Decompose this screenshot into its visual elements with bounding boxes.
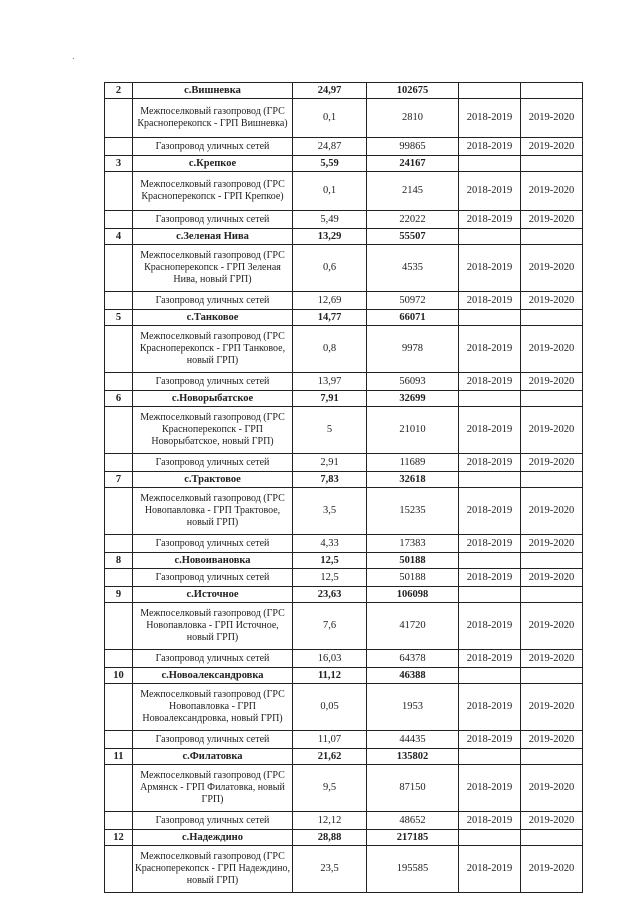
design-period-cell <box>459 156 521 172</box>
name-cell: с.Вишневка <box>133 83 293 99</box>
name-cell: Газопровод уличных сетей <box>133 454 293 472</box>
name-cell: Газопровод уличных сетей <box>133 650 293 668</box>
pipeline-row <box>105 211 583 229</box>
pipeline-row <box>105 535 583 553</box>
design-period-cell <box>459 310 521 326</box>
pipeline-row <box>105 765 583 812</box>
cost-cell: 41720 <box>367 603 459 650</box>
settlement-row <box>105 229 583 245</box>
settlement-row <box>105 83 583 99</box>
row-number-cell: 3 <box>105 156 133 172</box>
pipeline-row <box>105 846 583 893</box>
length-km-cell: 7,6 <box>293 603 367 650</box>
row-number-cell <box>105 488 133 535</box>
cost-cell: 195585 <box>367 846 459 893</box>
construction-period-cell <box>521 668 583 684</box>
cost-cell: 9978 <box>367 326 459 373</box>
cost-cell: 22022 <box>367 211 459 229</box>
cost-cell: 4535 <box>367 245 459 292</box>
cost-cell: 50188 <box>367 569 459 587</box>
pipeline-row <box>105 812 583 830</box>
row-number-cell <box>105 172 133 211</box>
cost-cell: 217185 <box>367 830 459 846</box>
name-cell: с.Филатовка <box>133 749 293 765</box>
design-period-cell: 2018-2019 <box>459 138 521 156</box>
design-period-cell: 2018-2019 <box>459 569 521 587</box>
design-period-cell: 2018-2019 <box>459 488 521 535</box>
cost-cell: 106098 <box>367 587 459 603</box>
length-km-cell: 12,69 <box>293 292 367 310</box>
row-number-cell <box>105 731 133 749</box>
construction-period-cell: 2019-2020 <box>521 138 583 156</box>
construction-period-cell <box>521 587 583 603</box>
cost-cell: 21010 <box>367 407 459 454</box>
design-period-cell: 2018-2019 <box>459 684 521 731</box>
row-number-cell <box>105 99 133 138</box>
cost-cell: 64378 <box>367 650 459 668</box>
design-period-cell: 2018-2019 <box>459 812 521 830</box>
name-cell: с.Зеленая Нива <box>133 229 293 245</box>
row-number-cell <box>105 211 133 229</box>
name-cell: с.Новорыбатское <box>133 391 293 407</box>
length-km-cell: 28,88 <box>293 830 367 846</box>
cost-cell: 102675 <box>367 83 459 99</box>
design-period-cell <box>459 587 521 603</box>
length-km-cell: 0,1 <box>293 99 367 138</box>
design-period-cell: 2018-2019 <box>459 172 521 211</box>
name-cell: с.Новоалександровка <box>133 668 293 684</box>
row-number-cell <box>105 569 133 587</box>
name-cell: Межпоселковый газопровод (ГРС Новопавловка - ГРП Новоалександровка, новый ГРП) <box>133 684 293 731</box>
row-number-cell <box>105 684 133 731</box>
cost-cell: 24167 <box>367 156 459 172</box>
row-number-cell: 8 <box>105 553 133 569</box>
length-km-cell: 24,97 <box>293 83 367 99</box>
design-period-cell <box>459 229 521 245</box>
pipeline-row <box>105 407 583 454</box>
pipeline-row <box>105 99 583 138</box>
name-cell: с.Новоивановка <box>133 553 293 569</box>
construction-period-cell: 2019-2020 <box>521 373 583 391</box>
construction-period-cell: 2019-2020 <box>521 245 583 292</box>
row-number-cell: 9 <box>105 587 133 603</box>
design-period-cell: 2018-2019 <box>459 292 521 310</box>
name-cell: Межпоселковый газопровод (ГРС Красноперекопск - ГРП Вишневка) <box>133 99 293 138</box>
pipeline-row <box>105 569 583 587</box>
cost-cell: 11689 <box>367 454 459 472</box>
construction-period-cell: 2019-2020 <box>521 603 583 650</box>
gas-pipeline-table <box>104 82 583 893</box>
row-number-cell: 7 <box>105 472 133 488</box>
length-km-cell: 4,33 <box>293 535 367 553</box>
length-km-cell: 3,5 <box>293 488 367 535</box>
design-period-cell <box>459 830 521 846</box>
cost-cell: 32618 <box>367 472 459 488</box>
name-cell: Газопровод уличных сетей <box>133 812 293 830</box>
design-period-cell: 2018-2019 <box>459 245 521 292</box>
length-km-cell: 7,91 <box>293 391 367 407</box>
construction-period-cell: 2019-2020 <box>521 172 583 211</box>
construction-period-cell <box>521 156 583 172</box>
row-number-cell <box>105 326 133 373</box>
pipeline-row <box>105 731 583 749</box>
design-period-cell: 2018-2019 <box>459 846 521 893</box>
pipeline-row <box>105 650 583 668</box>
length-km-cell: 14,77 <box>293 310 367 326</box>
construction-period-cell: 2019-2020 <box>521 488 583 535</box>
construction-period-cell <box>521 391 583 407</box>
length-km-cell: 16,03 <box>293 650 367 668</box>
design-period-cell <box>459 83 521 99</box>
construction-period-cell: 2019-2020 <box>521 650 583 668</box>
length-km-cell: 24,87 <box>293 138 367 156</box>
design-period-cell: 2018-2019 <box>459 535 521 553</box>
length-km-cell: 11,12 <box>293 668 367 684</box>
design-period-cell <box>459 749 521 765</box>
row-number-cell: 11 <box>105 749 133 765</box>
design-period-cell: 2018-2019 <box>459 731 521 749</box>
construction-period-cell: 2019-2020 <box>521 846 583 893</box>
settlement-row <box>105 553 583 569</box>
design-period-cell <box>459 668 521 684</box>
row-number-cell <box>105 407 133 454</box>
name-cell: Газопровод уличных сетей <box>133 211 293 229</box>
settlement-row <box>105 472 583 488</box>
length-km-cell: 7,83 <box>293 472 367 488</box>
row-number-cell: 4 <box>105 229 133 245</box>
name-cell: Межпоселковый газопровод (ГРС Новопавловка - ГРП Источное, новый ГРП) <box>133 603 293 650</box>
design-period-cell <box>459 553 521 569</box>
name-cell: Газопровод уличных сетей <box>133 731 293 749</box>
pipeline-row <box>105 603 583 650</box>
cost-cell: 56093 <box>367 373 459 391</box>
settlement-row <box>105 587 583 603</box>
name-cell: Межпоселковый газопровод (ГРС Красноперекопск - ГРП Надеждино, новый ГРП) <box>133 846 293 893</box>
length-km-cell: 5 <box>293 407 367 454</box>
construction-period-cell <box>521 553 583 569</box>
pipeline-row <box>105 292 583 310</box>
construction-period-cell <box>521 229 583 245</box>
settlement-row <box>105 156 583 172</box>
row-number-cell: 10 <box>105 668 133 684</box>
design-period-cell: 2018-2019 <box>459 603 521 650</box>
settlement-row <box>105 668 583 684</box>
design-period-cell: 2018-2019 <box>459 407 521 454</box>
construction-period-cell <box>521 83 583 99</box>
construction-period-cell: 2019-2020 <box>521 211 583 229</box>
design-period-cell <box>459 391 521 407</box>
length-km-cell: 5,59 <box>293 156 367 172</box>
row-number-cell <box>105 454 133 472</box>
length-km-cell: 0,6 <box>293 245 367 292</box>
row-number-cell <box>105 846 133 893</box>
row-number-cell: 5 <box>105 310 133 326</box>
name-cell: Межпоселковый газопровод (ГРС Новопавловка - ГРП Трактовое, новый ГРП) <box>133 488 293 535</box>
row-number-cell <box>105 245 133 292</box>
table-body <box>105 83 583 893</box>
name-cell: Газопровод уличных сетей <box>133 535 293 553</box>
row-number-cell <box>105 535 133 553</box>
name-cell: Межпоселковый газопровод (ГРС Красноперекопск - ГРП Танковое, новый ГРП) <box>133 326 293 373</box>
name-cell: с.Источное <box>133 587 293 603</box>
length-km-cell: 13,29 <box>293 229 367 245</box>
cost-cell: 50188 <box>367 553 459 569</box>
pipeline-row <box>105 326 583 373</box>
construction-period-cell: 2019-2020 <box>521 292 583 310</box>
pipeline-row <box>105 684 583 731</box>
length-km-cell: 12,5 <box>293 553 367 569</box>
length-km-cell: 0,8 <box>293 326 367 373</box>
name-cell: Газопровод уличных сетей <box>133 138 293 156</box>
design-period-cell: 2018-2019 <box>459 99 521 138</box>
construction-period-cell <box>521 830 583 846</box>
settlement-row <box>105 830 583 846</box>
design-period-cell: 2018-2019 <box>459 454 521 472</box>
cost-cell: 2145 <box>367 172 459 211</box>
name-cell: с.Крепкое <box>133 156 293 172</box>
name-cell: Газопровод уличных сетей <box>133 292 293 310</box>
cost-cell: 32699 <box>367 391 459 407</box>
design-period-cell: 2018-2019 <box>459 650 521 668</box>
length-km-cell: 0,1 <box>293 172 367 211</box>
construction-period-cell: 2019-2020 <box>521 535 583 553</box>
name-cell: с.Надеждино <box>133 830 293 846</box>
length-km-cell: 12,5 <box>293 569 367 587</box>
cost-cell: 135802 <box>367 749 459 765</box>
cost-cell: 50972 <box>367 292 459 310</box>
construction-period-cell <box>521 749 583 765</box>
length-km-cell: 23,5 <box>293 846 367 893</box>
name-cell: с.Трактовое <box>133 472 293 488</box>
cost-cell: 66071 <box>367 310 459 326</box>
row-number-cell <box>105 812 133 830</box>
cost-cell: 87150 <box>367 765 459 812</box>
row-number-cell: 12 <box>105 830 133 846</box>
row-number-cell: 6 <box>105 391 133 407</box>
name-cell: Газопровод уличных сетей <box>133 569 293 587</box>
row-number-cell <box>105 603 133 650</box>
settlement-row <box>105 391 583 407</box>
row-number-cell <box>105 292 133 310</box>
name-cell: Газопровод уличных сетей <box>133 373 293 391</box>
name-cell: Межпоселковый газопровод (ГРС Красноперекопск - ГРП Новорыбатское, новый ГРП) <box>133 407 293 454</box>
settlement-row <box>105 310 583 326</box>
cost-cell: 2810 <box>367 99 459 138</box>
construction-period-cell: 2019-2020 <box>521 454 583 472</box>
page-margin-mark: . <box>72 52 75 62</box>
pipeline-row <box>105 488 583 535</box>
pipeline-row <box>105 454 583 472</box>
length-km-cell: 13,97 <box>293 373 367 391</box>
design-period-cell: 2018-2019 <box>459 765 521 812</box>
length-km-cell: 12,12 <box>293 812 367 830</box>
construction-period-cell: 2019-2020 <box>521 569 583 587</box>
row-number-cell <box>105 373 133 391</box>
row-number-cell: 2 <box>105 83 133 99</box>
row-number-cell <box>105 650 133 668</box>
name-cell: с.Танковое <box>133 310 293 326</box>
construction-period-cell: 2019-2020 <box>521 407 583 454</box>
construction-period-cell: 2019-2020 <box>521 731 583 749</box>
row-number-cell <box>105 138 133 156</box>
length-km-cell: 5,49 <box>293 211 367 229</box>
cost-cell: 55507 <box>367 229 459 245</box>
pipeline-row <box>105 138 583 156</box>
pipeline-row <box>105 373 583 391</box>
settlement-row <box>105 749 583 765</box>
pipeline-row <box>105 245 583 292</box>
design-period-cell: 2018-2019 <box>459 211 521 229</box>
row-number-cell <box>105 765 133 812</box>
cost-cell: 44435 <box>367 731 459 749</box>
cost-cell: 1953 <box>367 684 459 731</box>
cost-cell: 46388 <box>367 668 459 684</box>
cost-cell: 15235 <box>367 488 459 535</box>
construction-period-cell: 2019-2020 <box>521 326 583 373</box>
length-km-cell: 21,62 <box>293 749 367 765</box>
construction-period-cell: 2019-2020 <box>521 812 583 830</box>
construction-period-cell: 2019-2020 <box>521 99 583 138</box>
name-cell: Межпоселковый газопровод (ГРС Красноперекопск - ГРП Зеленая Нива, новый ГРП) <box>133 245 293 292</box>
length-km-cell: 2,91 <box>293 454 367 472</box>
name-cell: Межпоселковый газопровод (ГРС Армянск - ГРП Филатовка, новый ГРП) <box>133 765 293 812</box>
construction-period-cell: 2019-2020 <box>521 765 583 812</box>
design-period-cell <box>459 472 521 488</box>
length-km-cell: 0,05 <box>293 684 367 731</box>
construction-period-cell <box>521 310 583 326</box>
design-period-cell: 2018-2019 <box>459 373 521 391</box>
design-period-cell: 2018-2019 <box>459 326 521 373</box>
pipeline-row <box>105 172 583 211</box>
construction-period-cell <box>521 472 583 488</box>
cost-cell: 48652 <box>367 812 459 830</box>
length-km-cell: 11,07 <box>293 731 367 749</box>
cost-cell: 99865 <box>367 138 459 156</box>
construction-period-cell: 2019-2020 <box>521 684 583 731</box>
cost-cell: 17383 <box>367 535 459 553</box>
name-cell: Межпоселковый газопровод (ГРС Красноперекопск - ГРП Крепкое) <box>133 172 293 211</box>
length-km-cell: 9,5 <box>293 765 367 812</box>
length-km-cell: 23,63 <box>293 587 367 603</box>
